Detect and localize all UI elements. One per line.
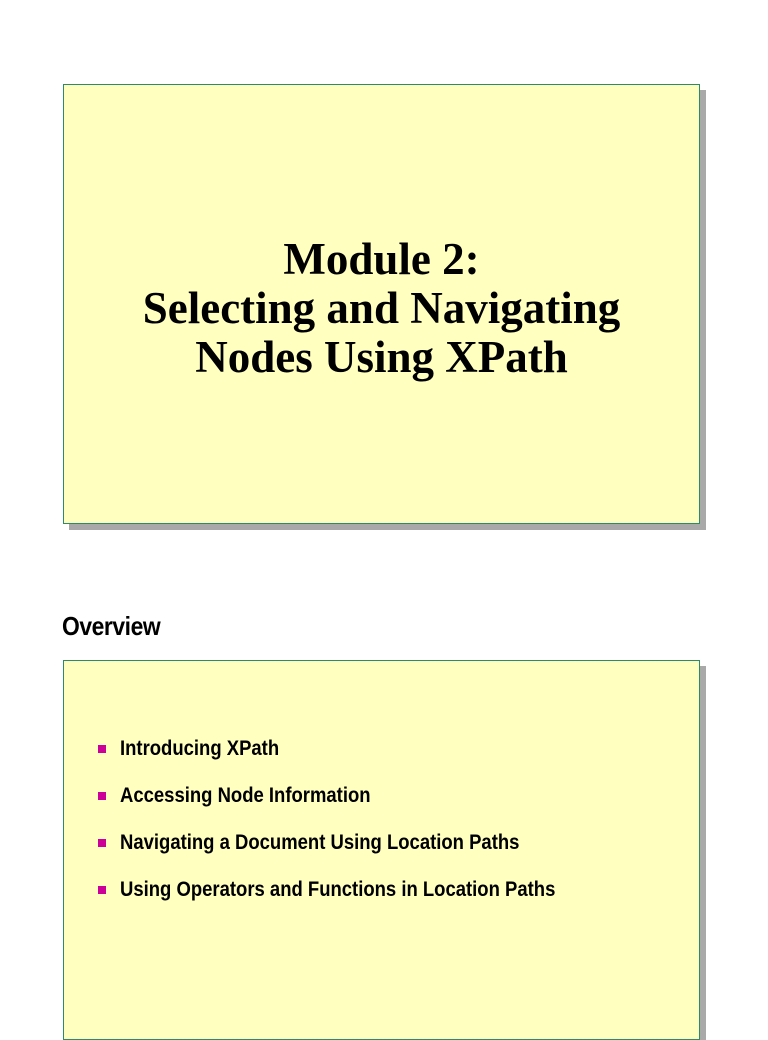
square-bullet-icon: [98, 745, 106, 753]
title-line-3: Nodes Using XPath: [195, 332, 568, 382]
title-slide: [63, 84, 700, 524]
list-item: [98, 831, 615, 878]
title-line-2: Selecting and Navigating: [142, 283, 621, 333]
list-item-text: Introducing XPath: [120, 737, 280, 760]
overview-slide: [63, 660, 700, 1040]
list-item: [98, 784, 615, 831]
overview-bullet-list: [98, 737, 615, 925]
square-bullet-icon: [98, 886, 106, 894]
list-item-text: Using Operators and Functions in Location Paths: [120, 878, 556, 901]
list-item: [98, 737, 615, 784]
list-item-text: Navigating a Document Using Location Paths: [120, 831, 520, 854]
title-line-1: Module 2:: [283, 234, 480, 284]
list-item: [98, 878, 615, 925]
list-item-text: Accessing Node Information: [120, 784, 371, 807]
module-title: [64, 235, 699, 382]
overview-heading: Overview: [62, 611, 161, 641]
square-bullet-icon: [98, 792, 106, 800]
square-bullet-icon: [98, 839, 106, 847]
